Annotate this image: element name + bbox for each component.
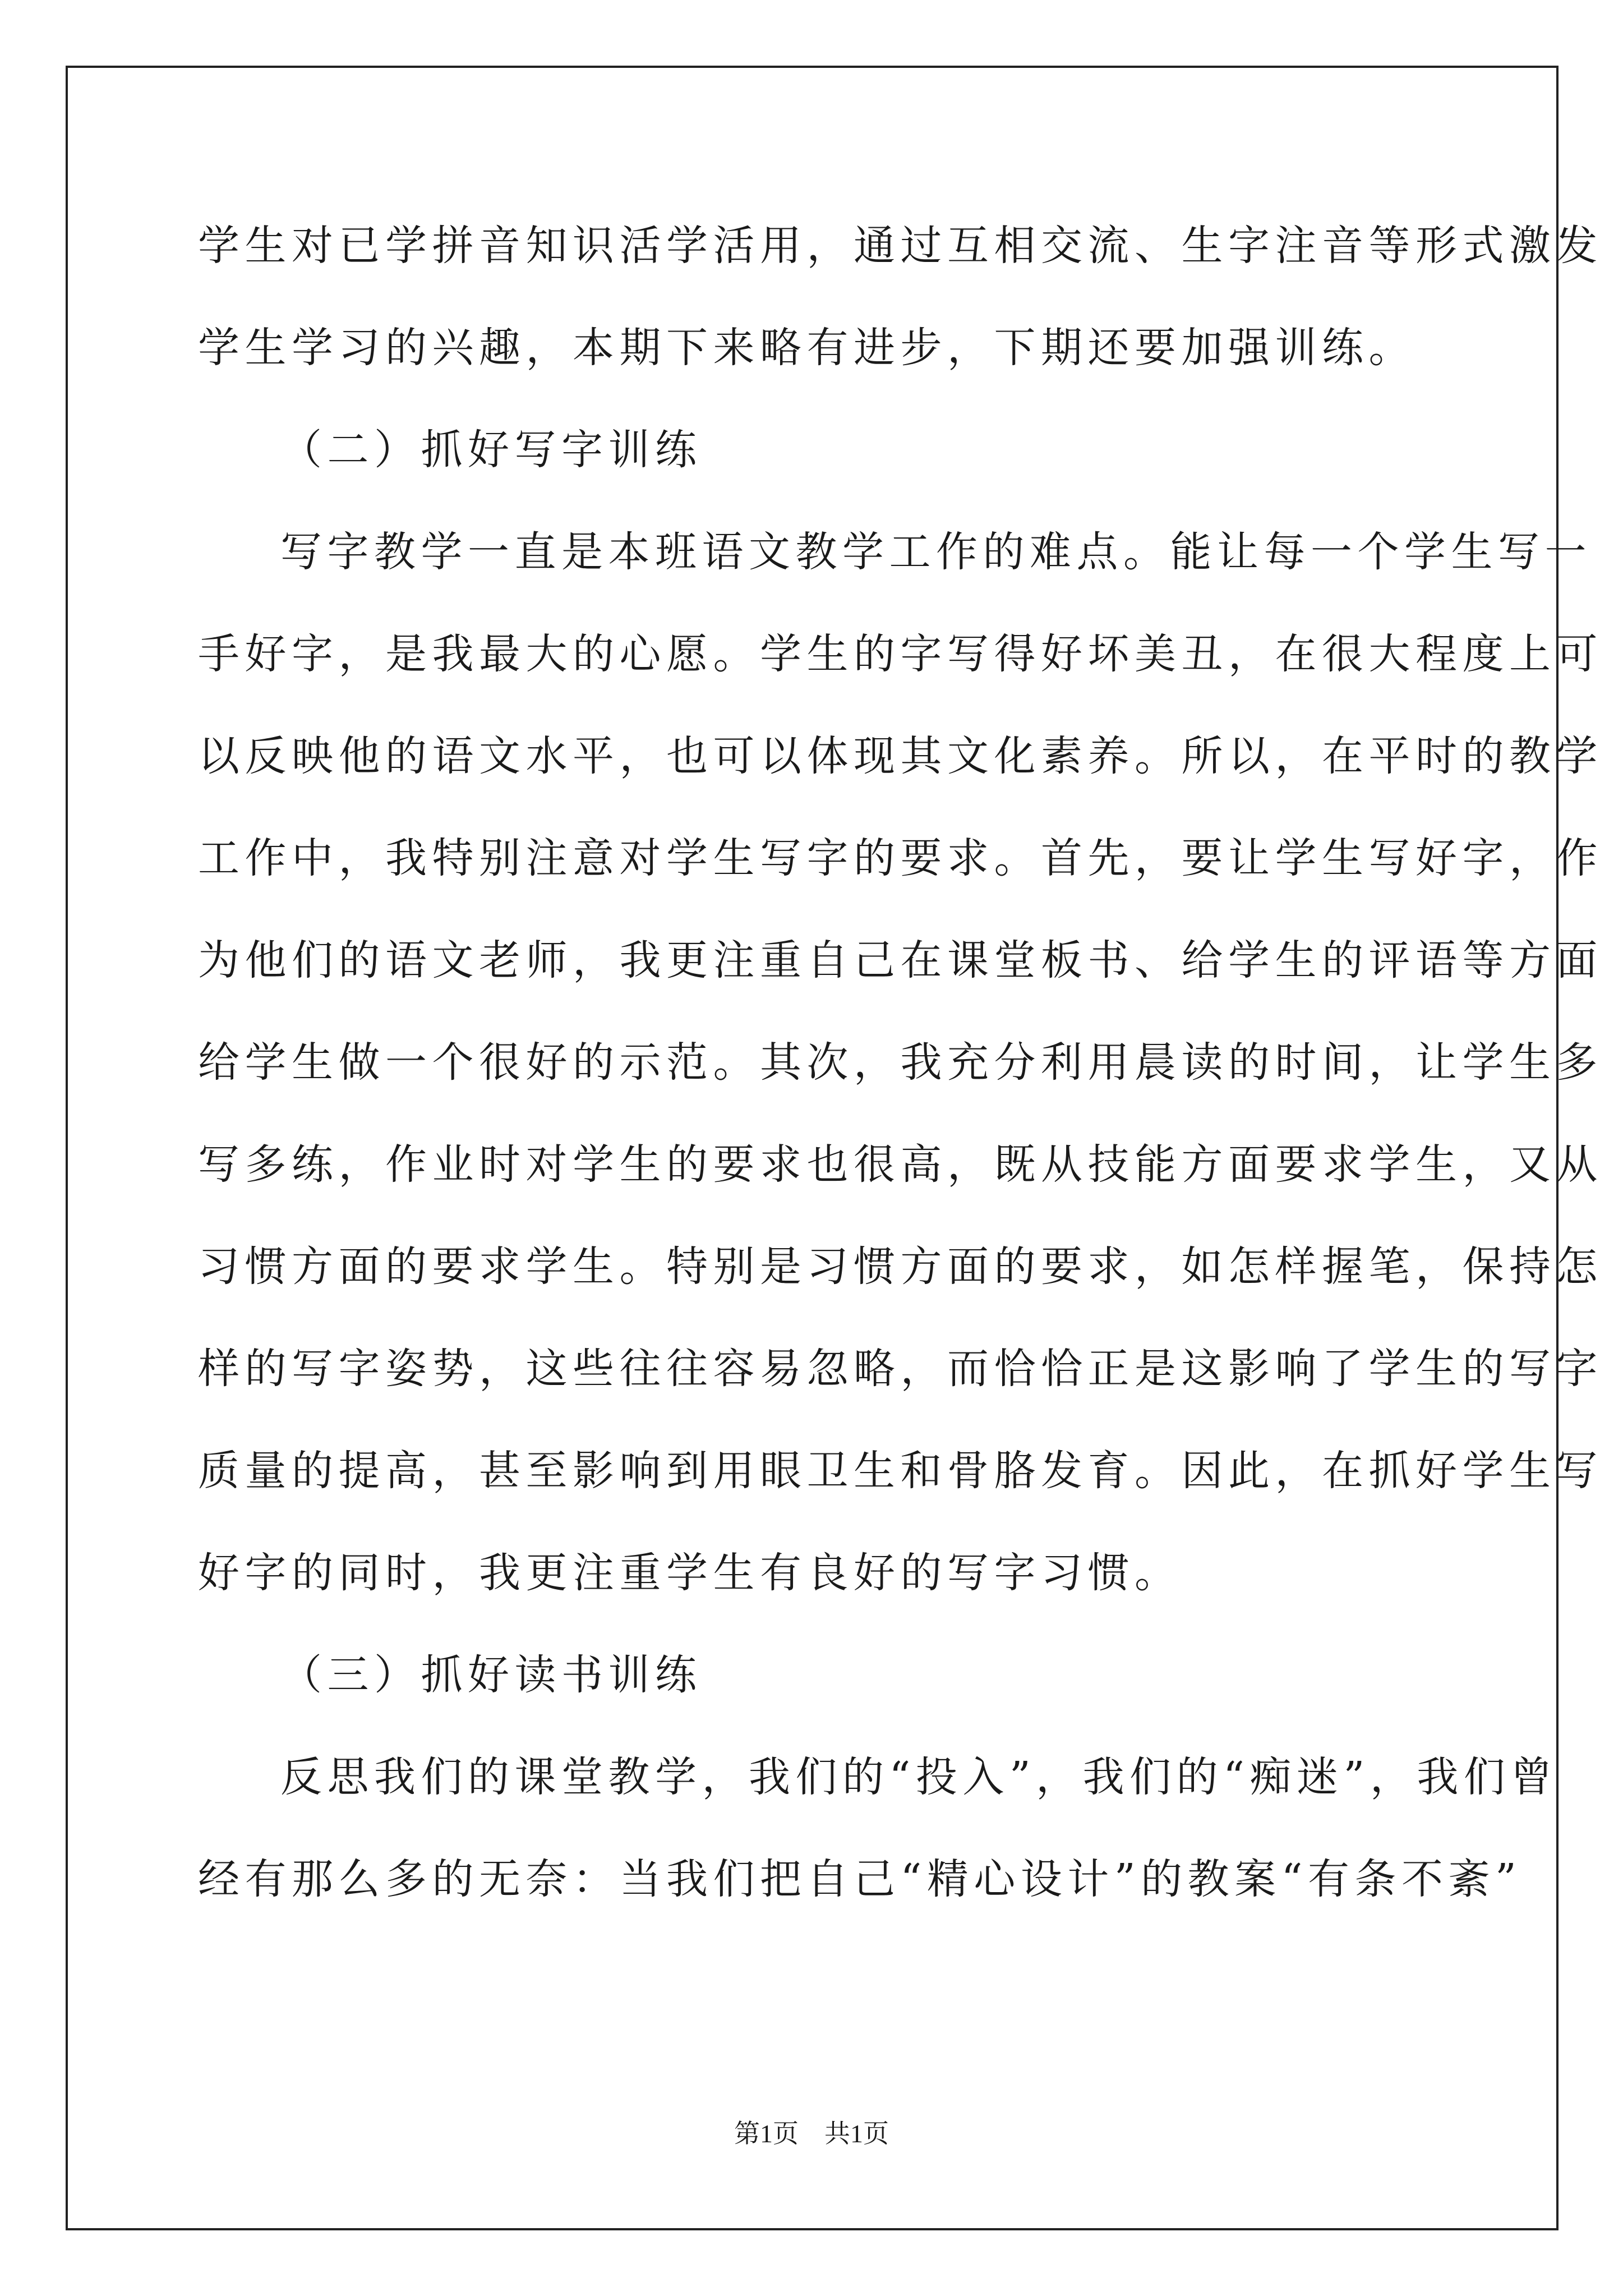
paragraph-line: 手好字，是我最大的心愿。学生的字写得好坏美丑，在很大程度上可 bbox=[198, 630, 1603, 678]
paragraph-line: 学生学习的兴趣，本期下来略有进步，下期还要加强训练。 bbox=[198, 324, 1415, 372]
section-heading: （三）抓好读书训练 bbox=[280, 1651, 702, 1699]
paragraph-line: 给学生做一个很好的示范。其次，我充分利用晨读的时间，让学生多 bbox=[198, 1038, 1603, 1087]
paragraph-line: 写多练，作业时对学生的要求也很高，既从技能方面要求学生，又从 bbox=[198, 1140, 1603, 1189]
paragraph-line: 样的写字姿势，这些往往容易忽略，而恰恰正是这影响了学生的写字 bbox=[198, 1345, 1603, 1393]
paragraph-line: 写字教学一直是本班语文教学工作的难点。能让每一个学生写一 bbox=[280, 528, 1592, 576]
paragraph-line: 反思我们的课堂教学，我们的“投入”，我们的“痴迷”，我们曾 bbox=[280, 1753, 1557, 1801]
paragraph-line: 为他们的语文老师，我更注重自己在课堂板书、给学生的评语等方面 bbox=[198, 936, 1603, 984]
paragraph-line: 好字的同时，我更注重学生有良好的写字习惯。 bbox=[198, 1549, 1182, 1597]
paragraph-line: 以反映他的语文水平，也可以体现其文化素养。所以，在平时的教学 bbox=[198, 732, 1603, 780]
paragraph-line: 学生对已学拼音知识活学活用，通过互相交流、生字注音等形式激发 bbox=[198, 222, 1603, 270]
section-heading: （二）抓好写字训练 bbox=[280, 426, 702, 474]
paragraph-line: 质量的提高，甚至影响到用眼卫生和骨胳发育。因此，在抓好学生写 bbox=[198, 1447, 1603, 1495]
paragraph-line: 经有那么多的无奈：当我们把自己“精心设计”的教案“有条不紊” bbox=[198, 1855, 1522, 1903]
paragraph-line: 工作中，我特别注意对学生写字的要求。首先，要让学生写好字，作 bbox=[198, 834, 1603, 882]
page-footer: 第1页 共1页 bbox=[734, 2119, 889, 2148]
paragraph-line: 习惯方面的要求学生。特别是习惯方面的要求，如怎样握笔，保持怎 bbox=[198, 1243, 1603, 1291]
